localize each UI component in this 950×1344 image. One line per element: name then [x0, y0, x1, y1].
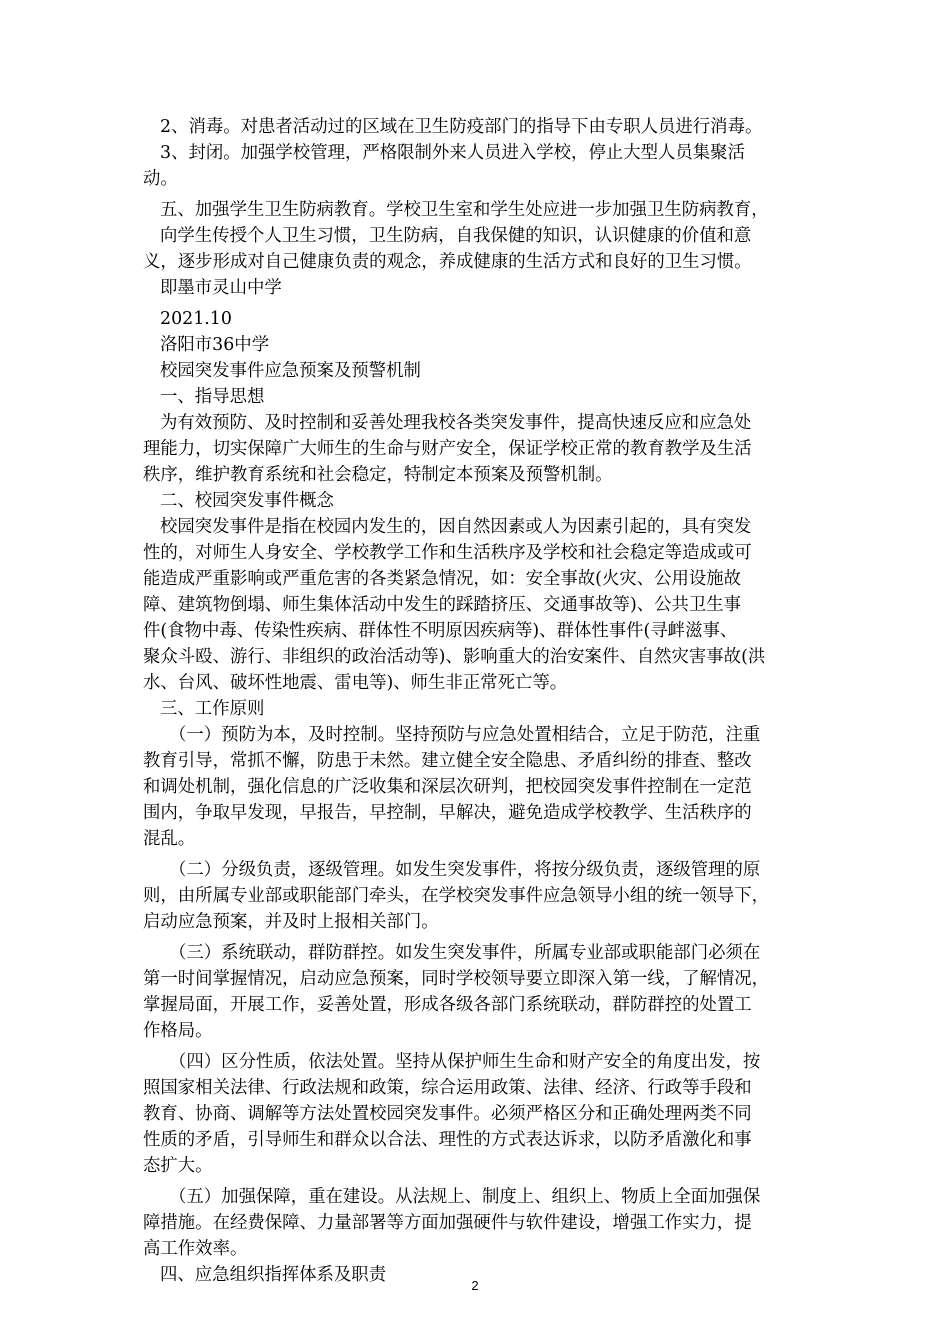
paragraph-line: 聚众斗殴、游行、非组织的政治活动等)、影响重大的治安案件、自然灾害事故(洪: [143, 647, 766, 667]
page-number: 2: [471, 1278, 479, 1293]
paragraph-line: 照国家相关法律、行政法规和政策，综合运用政策、法律、经济、行政等手段和: [143, 1078, 752, 1098]
paragraph-line: 第一时间掌握情况，启动应急预案，同时学校领导要立即深入第一线，了解情况，: [143, 969, 770, 989]
paragraph-line: 五、加强学生卫生防病教育。学校卫生室和学生处应进一步加强卫生防病教育，: [160, 200, 769, 220]
paragraph-line: （二）分级负责，逐级管理。如发生突发事件，将按分级负责，逐级管理的原: [169, 860, 761, 880]
signature-date: 2021.10: [160, 309, 232, 329]
paragraph-line: 障、建筑物倒塌、师生集体活动中发生的踩踏挤压、交通事故等)、公共卫生事: [143, 595, 742, 615]
paragraph-line: 则，由所属专业部或职能部门牵头，在学校突发事件应急领导小组的统一领导下，: [143, 886, 770, 906]
paragraph-line: 混乱。: [143, 829, 196, 849]
paragraph-line: 和调处机制，强化信息的广泛收集和深层次研判，把校园突发事件控制在一定范: [143, 777, 752, 797]
paragraph-line: （一）预防为本，及时控制。坚持预防与应急处置相结合，立足于防范，注重: [169, 725, 761, 745]
paragraph-line: 态扩大。: [143, 1156, 213, 1176]
paragraph-line: 作格局。: [143, 1021, 213, 1041]
paragraph-line: （五）加强保障，重在建设。从法规上、制度上、组织上、物质上全面加强保: [169, 1187, 761, 1207]
paragraph-line: （三）系统联动，群防群控。如发生突发事件，所属专业部或职能部门必须在: [169, 943, 761, 963]
paragraph-line: 性质的矛盾，引导师生和群众以合法、理性的方式表达诉求，以防矛盾激化和事: [143, 1130, 752, 1150]
paragraph-line: 掌握局面，开展工作，妥善处置，形成各级各部门系统联动，群防群控的处置工: [143, 995, 752, 1015]
paragraph-line: 向学生传授个人卫生习惯，卫生防病，自我保健的知识，认识健康的价值和意: [160, 226, 752, 246]
paragraph-line: 能造成严重影响或严重危害的各类紧急情况，如：安全事故(火灾、公用设施故: [143, 569, 742, 589]
paragraph-line: 教育引导，常抓不懈，防患于未然。建立健全安全隐患、矛盾纠纷的排查、整改: [143, 751, 752, 771]
paragraph-line: 件(食物中毒、传染性疾病、群体性不明原因疾病等)、群体性事件(寻衅滋事、: [143, 621, 738, 641]
paragraph-line: 校园突发事件是指在校园内发生的，因自然因素或人为因素引起的，具有突发: [160, 517, 752, 537]
signature-school: 即墨市灵山中学: [160, 278, 282, 298]
paragraph-line: 秩序，维护教育系统和社会稳定，特制定本预案及预警机制。: [143, 465, 613, 485]
paragraph-line: 启动应急预案，并及时上报相关部门。: [143, 912, 439, 932]
school-name: 洛阳市36中学: [160, 335, 270, 355]
paragraph-line: 3、封闭。加强学校管理，严格限制外来人员进入学校，停止大型人员集聚活: [160, 143, 745, 163]
section-title: 校园突发事件应急预案及预警机制: [160, 361, 421, 381]
section-heading: 二、校园突发事件概念: [160, 491, 334, 511]
paragraph-line: 为有效预防、及时控制和妥善处理我校各类突发事件，提高快速反应和应急处: [160, 413, 752, 433]
paragraph-line: 围内，争取早发现，早报告，早控制，早解决，避免造成学校教学、生活秩序的: [143, 803, 752, 823]
section-heading: 四、应急组织指挥体系及职责: [160, 1265, 387, 1285]
paragraph-line: 教育、协商、调解等方法处置校园突发事件。必须严格区分和正确处理两类不同: [143, 1104, 752, 1124]
paragraph-line: 障措施。在经费保障、力量部署等方面加强硬件与软件建设，增强工作实力，提: [143, 1213, 752, 1233]
paragraph-line: 水、台风、破坏性地震、雷电等)、师生非正常死亡等。: [143, 673, 568, 693]
paragraph-line: （四）区分性质，依法处置。坚持从保护师生生命和财产安全的角度出发，按: [169, 1052, 761, 1072]
paragraph-line: 性的，对师生人身安全、学校教学工作和生活秩序及学校和社会稳定等造成或可: [143, 543, 752, 563]
paragraph-line: 理能力，切实保障广大师生的生命与财产安全，保证学校正常的教育教学及生活: [143, 439, 752, 459]
section-heading: 一、指导思想: [160, 387, 265, 407]
paragraph-line: 义，逐步形成对自己健康负责的观念，养成健康的生活方式和良好的卫生习惯。: [143, 252, 752, 272]
paragraph-line: 2、消毒。对患者活动过的区域在卫生防疫部门的指导下由专职人员进行消毒。: [160, 117, 763, 137]
paragraph-line: 动。: [143, 169, 178, 189]
document-body: [143, 114, 813, 1288]
section-heading: 三、工作原则: [160, 699, 265, 719]
paragraph-line: 高工作效率。: [143, 1239, 248, 1259]
